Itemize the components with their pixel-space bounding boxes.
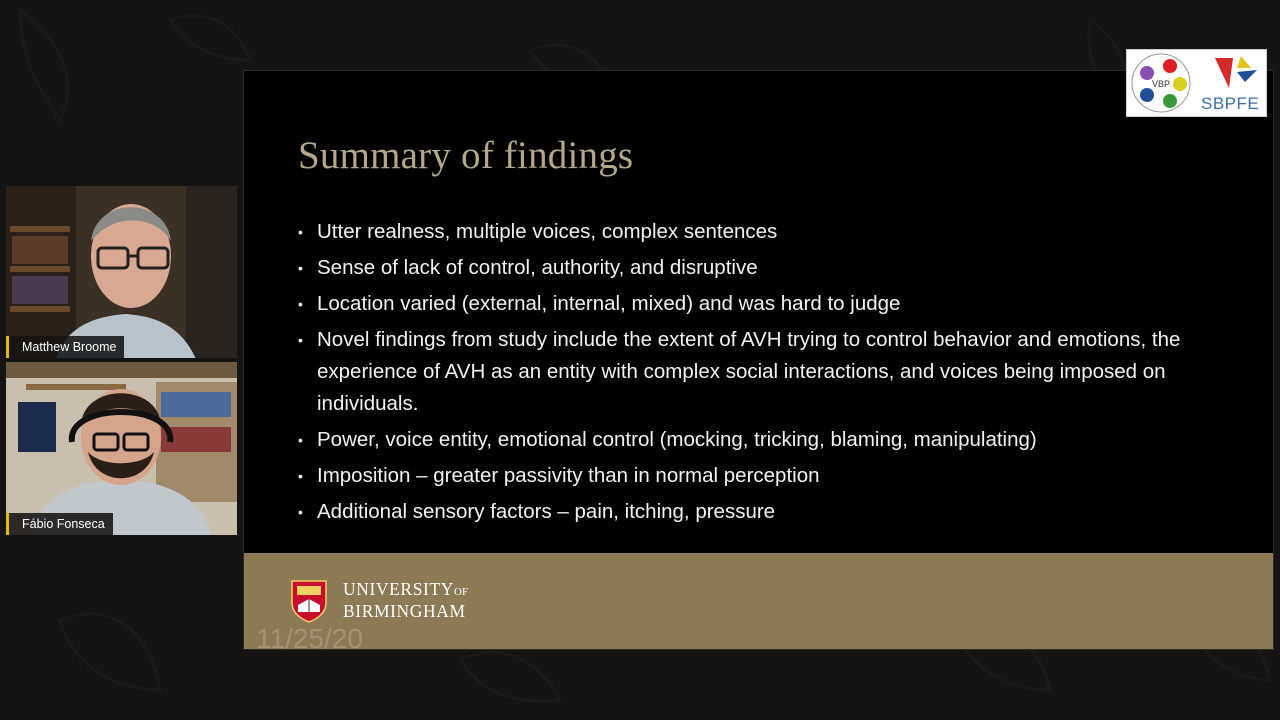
slide-date: 11/25/20 — [256, 623, 363, 650]
bullet-item: • Power, voice entity, emotional control (mocking, tricking, blaming, manipulating) — [298, 424, 1218, 456]
university-name-line2: BIRMINGHAM — [343, 601, 466, 621]
sbpfe-logo-text: SBPFE — [1201, 94, 1260, 113]
bullet-item: • Location varied (external, internal, mixed) and was hard to judge — [298, 288, 1218, 320]
participant-name-tag: Matthew Broome — [6, 336, 124, 358]
vbp-logo-text: VBP — [1151, 79, 1171, 89]
slide-bullet-list — [298, 216, 1218, 532]
video-tile-participant-1[interactable] — [6, 186, 237, 358]
university-name-of: OF — [454, 586, 469, 598]
organizer-logos — [1126, 49, 1267, 117]
slide-footer — [244, 553, 1273, 649]
sbpfe-logo-icon — [1211, 54, 1259, 90]
university-name-line1: UNIVERSITY — [343, 579, 454, 599]
video-tile-participant-2[interactable] — [6, 362, 237, 535]
vbp-logo-icon — [1130, 52, 1192, 114]
bullet-item: • Imposition – greater passivity than in normal perception — [298, 460, 1218, 492]
participant-name-tag: Fábio Fonseca — [6, 513, 113, 535]
university-name — [343, 580, 468, 621]
bullet-item: • Sense of lack of control, authority, and disruptive — [298, 252, 1218, 284]
bullet-item: • Utter realness, multiple voices, complex sentences — [298, 216, 1218, 248]
university-crest-icon — [290, 579, 328, 623]
participant-video-feed — [6, 186, 237, 358]
slide-title: Summary of findings — [298, 134, 634, 177]
presentation-slide — [243, 70, 1274, 650]
bullet-item: • Novel findings from study include the extent of AVH trying to control behavior and emotions, the experience of AVH as an entity with complex social interactions, and voices being imposed on individuals. — [298, 324, 1218, 420]
participant-video-feed — [6, 362, 237, 535]
bullet-item: • Additional sensory factors – pain, itching, pressure — [298, 496, 1218, 528]
